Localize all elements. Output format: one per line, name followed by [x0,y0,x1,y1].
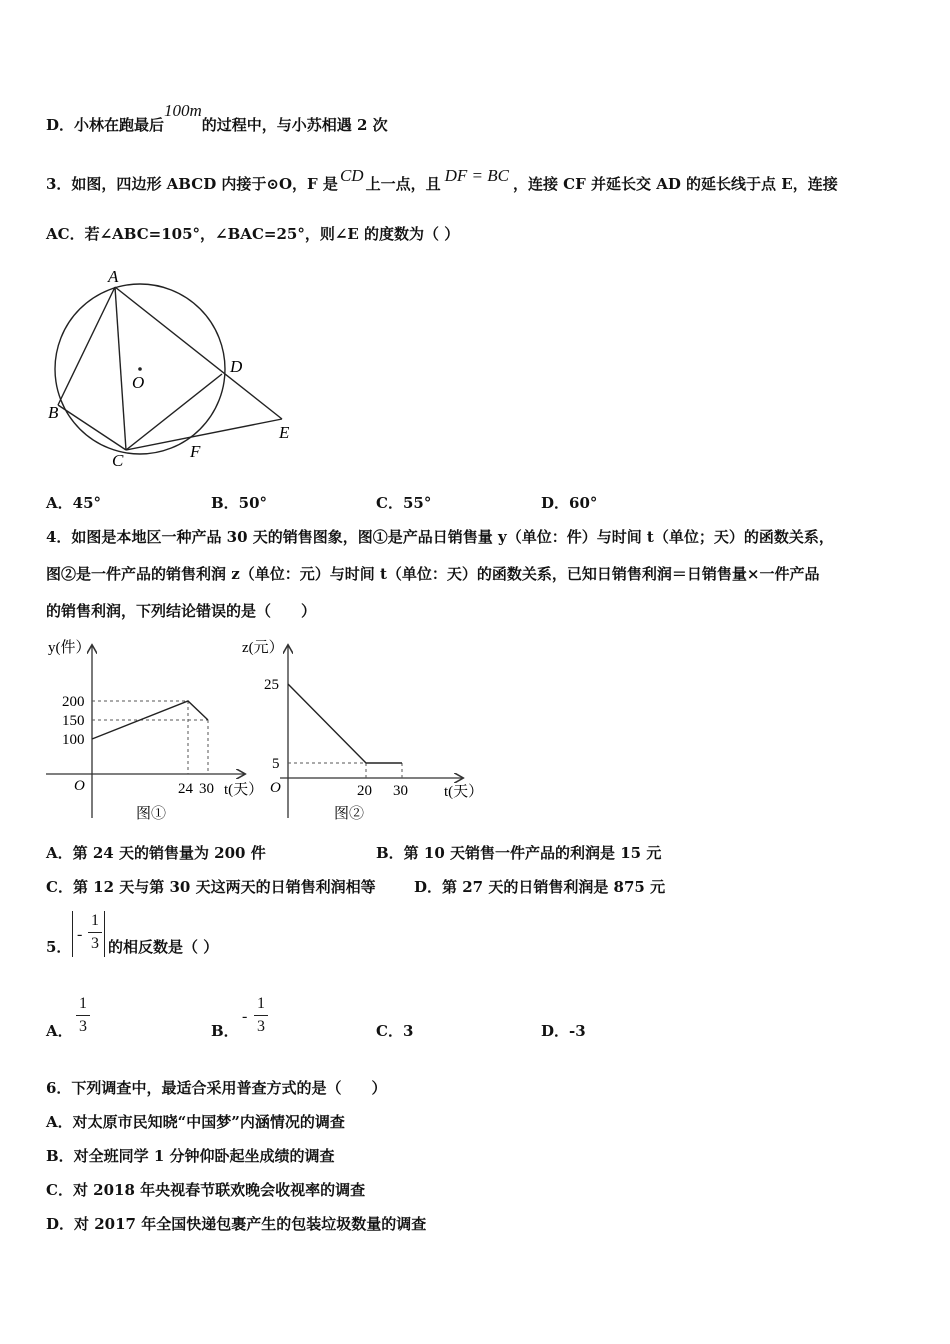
q3-option-c: C．55° [376,494,432,512]
segment-ce [126,419,282,450]
q5-option-b-num: 1 [257,995,265,1012]
label-b: B [48,403,59,422]
q5-frac-num: 1 [91,912,99,929]
segment-ab [58,287,115,405]
q2-option-d [46,101,388,135]
graph2-origin: O [270,780,281,796]
q3-option-b: B．50° [211,494,268,512]
graph1-x24: 24 [178,781,193,797]
q3-circle-figure [44,264,306,474]
q2-option-d-suffix: 的过程中，与小苏相遇 2 次 [201,116,388,134]
graph1-y200: 200 [62,694,85,710]
q6-stem: 6．下列调查中，最适合采用普查方式的是（ ） [46,1079,387,1097]
q5-abs-right-bar [104,911,105,957]
segment-bc [58,405,126,450]
label-e: E [279,423,290,442]
center-point [138,367,142,371]
q2-option-d-prefix: D．小林在跑最后 [46,116,165,134]
graph1-y150: 150 [62,713,85,729]
q3-stem-part-c: ，连接 CF 并延长交 AD 的延长线于点 E，连接 [512,175,838,193]
q6-option-b: B．对全班同学 1 分钟仰卧起坐成绩的调查 [46,1147,335,1165]
label-a: A [108,267,119,286]
q5-fraction [88,912,102,953]
q5-number: 5． [46,938,72,956]
label-d: D [230,357,243,376]
graph2-line [288,684,402,763]
q5-option-d: D．-3 [541,1022,586,1040]
q5-option-a-den: 3 [79,1018,87,1035]
q3-stem-part-b: 上一点，且 [365,175,441,193]
q5-option-b-den: 3 [257,1018,265,1035]
q5-abs-neg: - [77,926,83,943]
q2-option-d-math: 100m [164,101,202,120]
q5-frac-bar [88,932,102,933]
graph2-x30: 30 [393,783,408,799]
q3-stem-part-a: 3．如图，四边形 ABCD 内接于⊙O，F 是 [46,175,338,193]
q5-abs-left-bar [72,911,73,957]
q5-option-b-neg: - [242,1008,248,1025]
q3-stem-line2: AC．若∠ABC=105°，∠BAC=25°，则∠E 的度数为（ ） [46,225,460,243]
q4-option-b: B．第 10 天销售一件产品的利润是 15 元 [376,844,662,862]
q3-stem-line1 [46,166,838,194]
graph2-y25: 25 [264,677,279,693]
q4-option-c: C．第 12 天与第 30 天这两天的日销售利润相等 [46,878,376,896]
q3-arc-cd: CD [339,166,364,185]
graph1-ylabel: y(件） [48,640,91,656]
graph2-caption: 图② [334,806,365,822]
graph1-origin: O [74,778,85,794]
q5-text: 的相反数是（ ） [108,938,219,956]
graph2-ylabel: z(元） [242,640,284,656]
q3-option-a: A．45° [46,494,102,512]
q4-stem-line3: 的销售利润，下列结论错误的是（ ） [46,602,317,620]
graph-1 [46,639,263,822]
graph1-y100: 100 [62,732,85,748]
graph2-x20: 20 [357,783,372,799]
graph1-x30: 30 [199,781,214,797]
q5-option-a-label: A． [46,1022,73,1040]
graph-2 [242,639,483,822]
q4-graphs [44,632,484,828]
q5-option-c: C．3 [376,1022,414,1040]
q4-option-a: A．第 24 天的销售量为 200 件 [46,844,266,862]
graph1-xlabel: t(天） [224,782,264,798]
q3-option-d: D．60° [541,494,598,512]
q5-option-b-bar [254,1015,268,1016]
q5-option-b-fraction [254,995,268,1036]
q5-option-b-label: B． [211,1022,239,1040]
q5-frac-den: 3 [91,935,99,952]
q5-option-a-bar [76,1015,90,1016]
segment-ac [115,287,126,450]
q4-option-d: D．第 27 天的日销售利润是 875 元 [414,878,666,896]
q6-option-a: A．对太原市民知晓“中国梦”内涵情况的调查 [46,1113,345,1131]
label-c: C [112,451,124,470]
q4-stem-line1: 4．如图是本地区一种产品 30 天的销售图象，图①是产品日销售量 y（单位：件）与时间 t（单位；天）的函数关系， [46,528,834,546]
q5-option-a-num: 1 [79,995,87,1012]
label-f: F [190,442,201,461]
q5-option-a-fraction [76,995,90,1036]
q4-stem-line2: 图②是一件产品的销售利润 z（单位：元）与时间 t（单位：天）的函数关系，已知日销售利润＝日销售量×一件产品 [46,565,820,583]
q3-arc-equation: DF = BC [444,166,509,185]
graph2-xlabel: t(天） [444,784,484,800]
graph1-caption: 图① [136,806,167,822]
label-o: O [132,373,145,392]
graph2-y5: 5 [272,756,280,772]
q6-option-d: D．对 2017 年全国快递包裹产生的包装垃圾数量的调查 [46,1215,427,1233]
q6-option-c: C．对 2018 年央视春节联欢晚会收视率的调查 [46,1181,366,1199]
